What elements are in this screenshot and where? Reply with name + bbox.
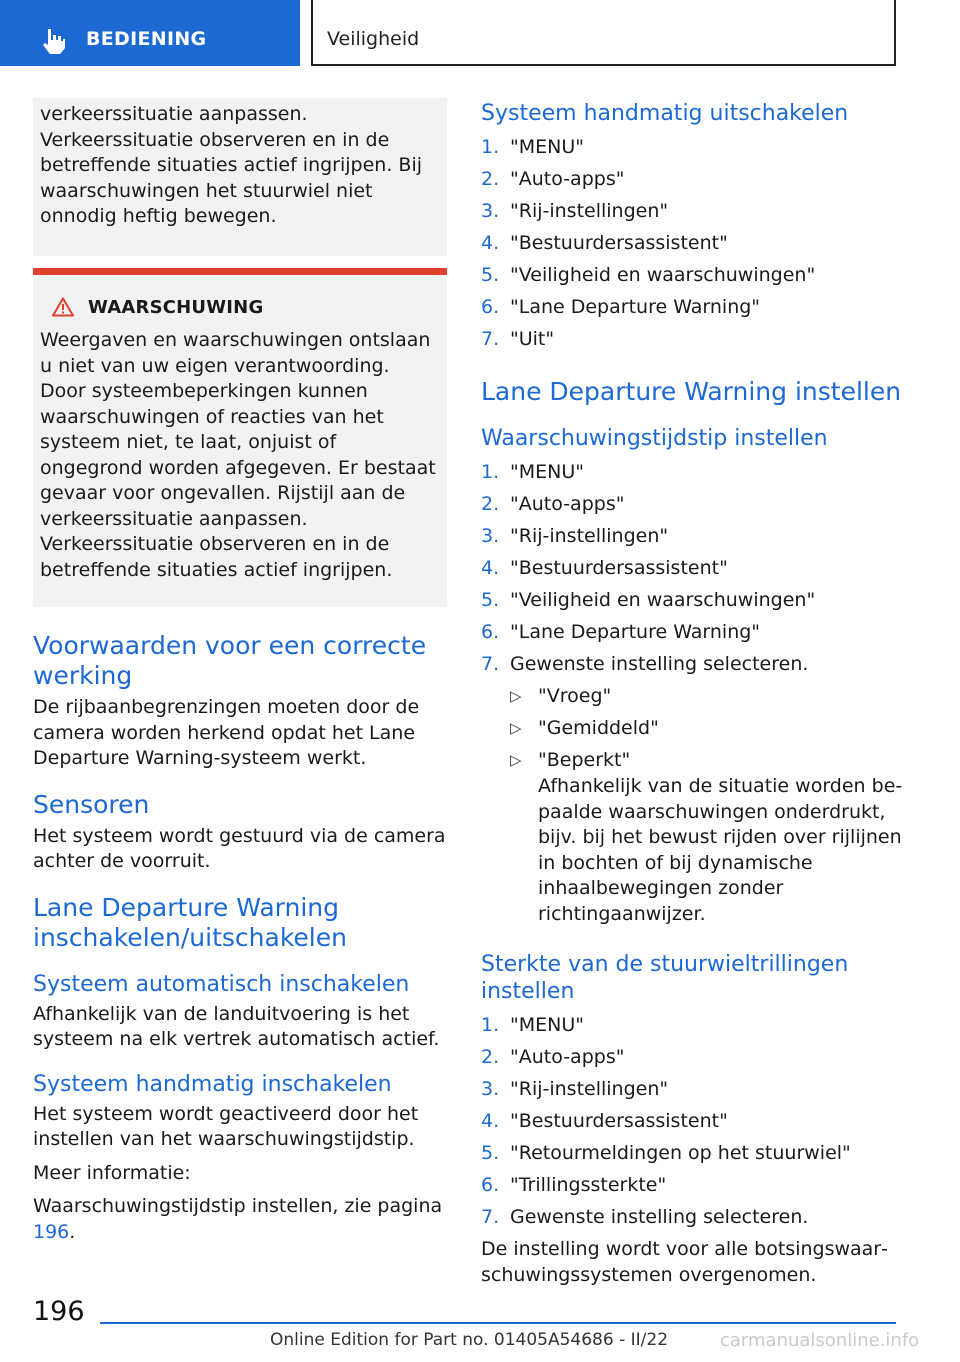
warning-box xyxy=(33,268,447,608)
warning-header xyxy=(40,295,439,321)
step-number: 3. xyxy=(481,525,500,547)
triangle-bullet-icon: ▷ xyxy=(510,751,522,769)
step-text: Gewenste instelling selecteren. xyxy=(510,1206,809,1228)
heading-ldw-setup: Lane Departure Warning instellen xyxy=(481,377,902,406)
step-text: "MENU" xyxy=(510,1014,584,1036)
page-number: 196 xyxy=(33,1296,85,1327)
step-text: "MENU" xyxy=(510,136,584,158)
step-text: "Uit" xyxy=(510,328,555,350)
note-box xyxy=(33,98,447,256)
final-text: De instelling wordt voor alle botsingswaarschuwingssystemen overgenomen. xyxy=(481,1238,888,1286)
heading-ldw-toggle: Lane Departure Warning inschakelen/uitschakelen xyxy=(33,892,347,952)
step-number: 5. xyxy=(481,589,500,611)
step-number: 2. xyxy=(481,493,500,515)
step-number: 3. xyxy=(481,1078,500,1100)
footer-divider xyxy=(100,1322,896,1324)
watermark: carmanualsonline.info xyxy=(720,1330,920,1351)
page-link[interactable]: 196 xyxy=(33,1220,70,1243)
step-text: "Lane Departure Warning" xyxy=(510,296,761,318)
step-number: 5. xyxy=(481,264,500,286)
list-item xyxy=(481,199,906,231)
list-item xyxy=(481,1173,906,1205)
prerequisites-text: De rijbaanbegrenzingen moeten door de camera worden herkend opdat het Lane Departure Warning-systeem werkt. xyxy=(33,696,420,769)
list-item xyxy=(510,716,906,748)
step-number: 6. xyxy=(481,621,500,643)
step-number: 3. xyxy=(481,200,500,222)
page-header xyxy=(0,0,960,66)
edition-text: Online Edition for Part no. 01405A54686 - II/22 xyxy=(270,1330,669,1350)
list-item xyxy=(481,1013,906,1045)
step-number: 4. xyxy=(481,557,500,579)
more-info-text: Meer informatie: xyxy=(33,1161,191,1184)
heading-warning-time: Waarschuwingstijdstip instellen xyxy=(481,426,828,451)
chapter-label: Veiligheid xyxy=(327,28,420,50)
step-text: "Retourmeldingen op het stuurwiel" xyxy=(510,1142,851,1164)
reference-label: Waarschuwingstijdstip instellen, zie pagina xyxy=(33,1195,443,1217)
heading-prerequisites: Voorwaarden voor een correcte werking xyxy=(33,631,427,690)
list-item xyxy=(481,492,906,524)
step-text: "Trillingssterkte" xyxy=(510,1174,667,1196)
hand-pointer-icon xyxy=(38,26,68,56)
step-number: 6. xyxy=(481,296,500,318)
list-item xyxy=(481,524,906,556)
sensors-text: Het systeem wordt gestuurd via de camera achter de voorruit. xyxy=(33,824,446,872)
step-text: "MENU" xyxy=(510,461,584,483)
step-number: 7. xyxy=(481,653,500,675)
list-item xyxy=(481,556,906,588)
step-number: 4. xyxy=(481,1110,500,1132)
list-item xyxy=(481,1141,906,1173)
left-column xyxy=(33,98,447,1245)
list-item xyxy=(481,327,906,359)
step-text: "Rij-instellingen" xyxy=(510,200,669,222)
step-text: "Auto-apps" xyxy=(510,168,625,190)
list-item xyxy=(481,460,906,492)
list-item xyxy=(481,588,906,620)
triangle-bullet-icon: ▷ xyxy=(510,687,522,705)
option-note: Afhankelijk van de situatie worden bepaalde waarschuwingen onderdrukt, bijv. bij het bewust rijden over rijlijnen in bochten of bij dynamische inhaalbewegingen zonder richtingaanwijzer. xyxy=(538,775,903,925)
list-item xyxy=(510,684,906,716)
list-item xyxy=(481,231,906,263)
option-text: "Vroeg" xyxy=(538,685,612,707)
heading-vibration: Sterkte van de stuurwieltrillingen instellen xyxy=(481,952,849,1004)
step-number: 1. xyxy=(481,136,500,158)
step-text: "Bestuurdersassistent" xyxy=(510,557,728,579)
step-number: 7. xyxy=(481,328,500,350)
heading-manual-off: Systeem handmatig uitschakelen xyxy=(481,101,849,126)
step-text: "Bestuurdersassistent" xyxy=(510,1110,728,1132)
section-tab xyxy=(0,0,300,66)
options-list xyxy=(510,684,906,780)
step-text: "Rij-instellingen" xyxy=(510,525,669,547)
steps-time-list xyxy=(481,460,906,684)
auto-on-text: Afhankelijk van de landuitvoering is het systeem na elk vertrek automatisch actief. xyxy=(33,1002,440,1050)
reference-end: . xyxy=(69,1220,76,1243)
step-number: 1. xyxy=(481,461,500,483)
step-number: 1. xyxy=(481,1014,500,1036)
step-number: 2. xyxy=(481,168,500,190)
list-item xyxy=(481,135,906,167)
heading-sensors: Sensoren xyxy=(33,789,150,819)
step-number: 5. xyxy=(481,1142,500,1164)
list-item xyxy=(481,263,906,295)
step-number: 4. xyxy=(481,232,500,254)
warning-triangle-icon xyxy=(52,297,74,317)
right-column xyxy=(481,100,906,1288)
chapter-tab xyxy=(311,0,896,66)
list-item xyxy=(481,1205,906,1237)
list-item xyxy=(481,1077,906,1109)
step-number: 6. xyxy=(481,1174,500,1196)
list-item xyxy=(481,1045,906,1077)
section-label: BEDIENING xyxy=(86,28,207,50)
heading-manual-on: Systeem handmatig inschakelen xyxy=(33,1071,392,1097)
step-text: "Rij-instellingen" xyxy=(510,1078,669,1100)
list-item xyxy=(481,620,906,652)
list-item xyxy=(481,295,906,327)
heading-auto-on: Systeem automatisch inschakelen xyxy=(33,971,410,997)
step-number: 7. xyxy=(481,1206,500,1228)
option-text: "Gemiddeld" xyxy=(538,717,659,739)
step-number: 2. xyxy=(481,1046,500,1068)
reference-text xyxy=(33,1194,447,1245)
step-text: "Veiligheid en waarschuwingen" xyxy=(510,589,816,611)
note-text: verkeerssituatie aanpassen. Verkeerssituatie observeren en in de betreffende situaties actief ingrijpen. Bij waarschuwingen het stuurwiel niet onnodig heftig bewegen. xyxy=(40,103,423,227)
step-text: "Veiligheid en waarschuwingen" xyxy=(510,264,816,286)
step-text: "Auto-apps" xyxy=(510,493,625,515)
step-text: "Bestuurdersassistent" xyxy=(510,232,728,254)
list-item xyxy=(481,1109,906,1141)
step-text: "Lane Departure Warning" xyxy=(510,621,761,643)
steps-vibration-list xyxy=(481,1013,906,1237)
triangle-bullet-icon: ▷ xyxy=(510,719,522,737)
list-item xyxy=(481,167,906,199)
option-text: "Beperkt" xyxy=(538,749,631,771)
steps-off-list xyxy=(481,135,906,359)
warning-title: WAARSCHUWING xyxy=(88,296,264,318)
list-item xyxy=(481,652,906,684)
step-text: "Auto-apps" xyxy=(510,1046,625,1068)
step-text: Gewenste instelling selecteren. xyxy=(510,653,809,675)
warning-text: Weergaven en waarschuwingen ontslaan u niet van uw eigen verantwoording. Door systeembeperkingen kunnen waarschuwingen of reacties van het systeem niet, te laat, onjuist of ongegrond worden afgegeven. Er bestaat gevaar voor ongevallen. Rijstijl aan de verkeerssituatie aanpassen. Verkeerssituatie observeren en in de betreffende situaties actief ingrijpen. xyxy=(40,329,436,581)
manual-on-text: Het systeem wordt geactiveerd door het instellen van het waarschuwingstijdstip. xyxy=(33,1102,419,1150)
